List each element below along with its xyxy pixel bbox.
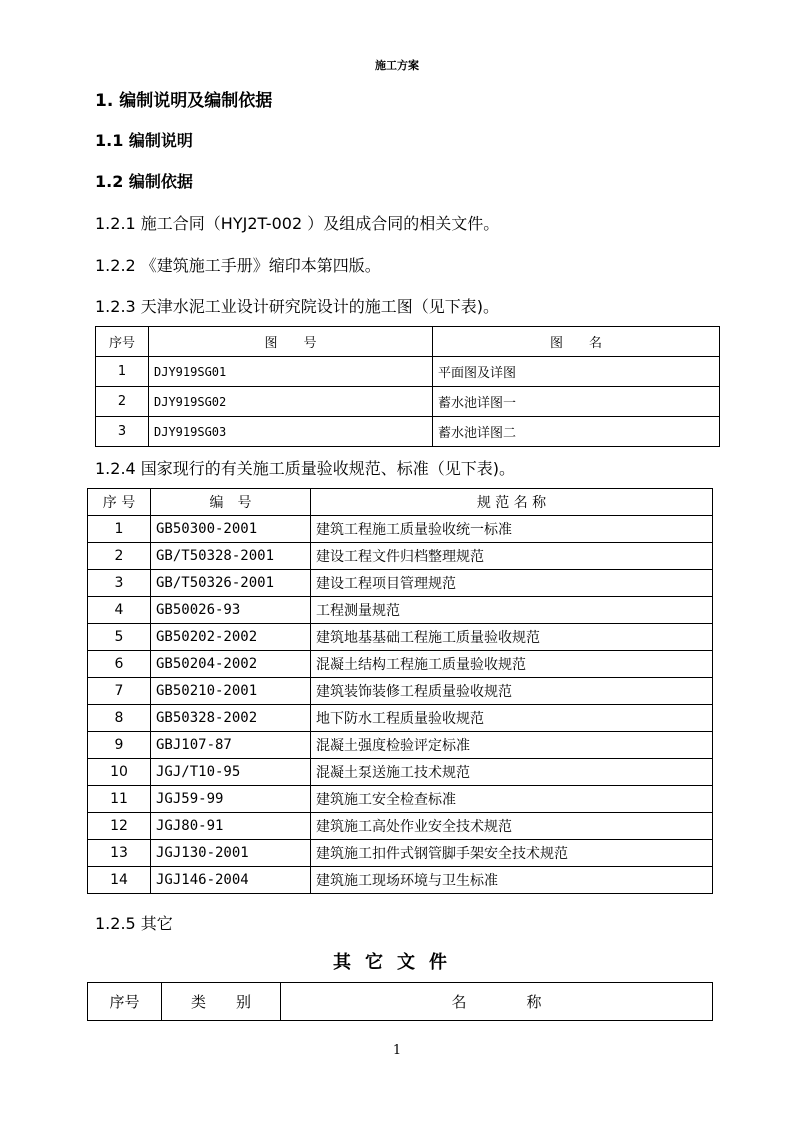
standard-name: 混凝土强度检验评定标准 (311, 732, 713, 759)
standard-name: 混凝土结构工程施工质量验收规范 (311, 651, 713, 678)
standard-code: GBJ107-87 (151, 732, 311, 759)
row-index: 3 (96, 417, 149, 447)
standard-name: 建筑施工高处作业安全技术规范 (311, 813, 713, 840)
standard-code: GB/T50326-2001 (151, 570, 311, 597)
standard-code: GB50204-2002 (151, 651, 311, 678)
row-index: 7 (88, 678, 151, 705)
column-header: 序 号 (88, 489, 151, 516)
section-1-2-heading: 1.2 编制依据 (95, 172, 193, 191)
drawing-name: 蓄水池详图一 (433, 387, 720, 417)
column-header: 序号 (96, 327, 149, 357)
row-index: 3 (88, 570, 151, 597)
row-index: 12 (88, 813, 151, 840)
row-index: 14 (88, 867, 151, 894)
column-header: 图 号 (149, 327, 433, 357)
table-row (88, 732, 713, 759)
row-index: 11 (88, 786, 151, 813)
column-header: 名 称 (281, 983, 713, 1021)
standard-name: 工程测量规范 (311, 597, 713, 624)
standard-code: JGJ80-91 (151, 813, 311, 840)
standard-name: 建筑地基基础工程施工质量验收规范 (311, 624, 713, 651)
paragraph-1-2-5: 1.2.5 其它 (95, 914, 173, 933)
table-header-row (96, 327, 720, 357)
column-header: 序号 (88, 983, 162, 1021)
standard-code: JGJ146-2004 (151, 867, 311, 894)
table-row (96, 417, 720, 447)
section-1-heading: 1. 编制说明及编制依据 (95, 91, 273, 111)
paragraph-1-2-4: 1.2.4 国家现行的有关施工质量验收规范、标准（见下表)。 (95, 459, 516, 478)
table-header-row (88, 489, 713, 516)
table-row (88, 840, 713, 867)
table-row (88, 570, 713, 597)
section-1-1-heading: 1.1 编制说明 (95, 131, 193, 150)
table-row (88, 867, 713, 894)
table-row (88, 705, 713, 732)
table-row (88, 678, 713, 705)
other-docs-table (87, 982, 713, 1021)
standard-name: 建筑施工扣件式钢管脚手架安全技术规范 (311, 840, 713, 867)
other-docs-title: 其它文件 (333, 952, 461, 973)
standard-name: 建筑工程施工质量验收统一标准 (311, 516, 713, 543)
row-index: 13 (88, 840, 151, 867)
column-header: 编 号 (151, 489, 311, 516)
column-header: 图 名 (433, 327, 720, 357)
standard-code: GB50026-93 (151, 597, 311, 624)
standard-code: GB50300-2001 (151, 516, 311, 543)
table-row (88, 516, 713, 543)
row-index: 5 (88, 624, 151, 651)
row-index: 1 (96, 357, 149, 387)
standard-code: JGJ/T10-95 (151, 759, 311, 786)
drawing-name: 蓄水池详图二 (433, 417, 720, 447)
standard-code: GB/T50328-2001 (151, 543, 311, 570)
drawing-number: DJY919SG01 (149, 357, 433, 387)
standard-name: 建筑装饰装修工程质量验收规范 (311, 678, 713, 705)
table-row (88, 624, 713, 651)
drawings-table (95, 326, 720, 447)
row-index: 10 (88, 759, 151, 786)
table-header-row (88, 983, 713, 1021)
table-row (88, 543, 713, 570)
table-row (88, 786, 713, 813)
table-row (88, 813, 713, 840)
drawing-number: DJY919SG03 (149, 417, 433, 447)
row-index: 6 (88, 651, 151, 678)
standard-code: GB50202-2002 (151, 624, 311, 651)
table-row (96, 387, 720, 417)
paragraph-1-2-3: 1.2.3 天津水泥工业设计研究院设计的施工图（见下表)。 (95, 297, 500, 316)
standard-name: 建设工程项目管理规范 (311, 570, 713, 597)
drawing-name: 平面图及详图 (433, 357, 720, 387)
standards-table (87, 488, 713, 894)
row-index: 2 (96, 387, 149, 417)
standard-code: JGJ130-2001 (151, 840, 311, 867)
page-header: 施工方案 (375, 59, 419, 72)
standard-code: GB50210-2001 (151, 678, 311, 705)
standard-code: GB50328-2002 (151, 705, 311, 732)
drawing-number: DJY919SG02 (149, 387, 433, 417)
standard-name: 混凝土泵送施工技术规范 (311, 759, 713, 786)
row-index: 4 (88, 597, 151, 624)
table-row (88, 759, 713, 786)
table-row (96, 357, 720, 387)
page-number: 1 (392, 1043, 402, 1058)
table-row (88, 597, 713, 624)
paragraph-1-2-2: 1.2.2 《建筑施工手册》缩印本第四版。 (95, 256, 381, 275)
row-index: 8 (88, 705, 151, 732)
row-index: 9 (88, 732, 151, 759)
standard-name: 地下防水工程质量验收规范 (311, 705, 713, 732)
standard-name: 建设工程文件归档整理规范 (311, 543, 713, 570)
row-index: 2 (88, 543, 151, 570)
table-row (88, 651, 713, 678)
standard-name: 建筑施工现场环境与卫生标准 (311, 867, 713, 894)
column-header: 规 范 名 称 (311, 489, 713, 516)
row-index: 1 (88, 516, 151, 543)
standards-table-body (88, 516, 713, 894)
paragraph-1-2-1: 1.2.1 施工合同（HYJ2T-002 ）及组成合同的相关文件。 (95, 214, 500, 233)
column-header: 类 别 (162, 983, 281, 1021)
standard-name: 建筑施工安全检查标准 (311, 786, 713, 813)
standard-code: JGJ59-99 (151, 786, 311, 813)
